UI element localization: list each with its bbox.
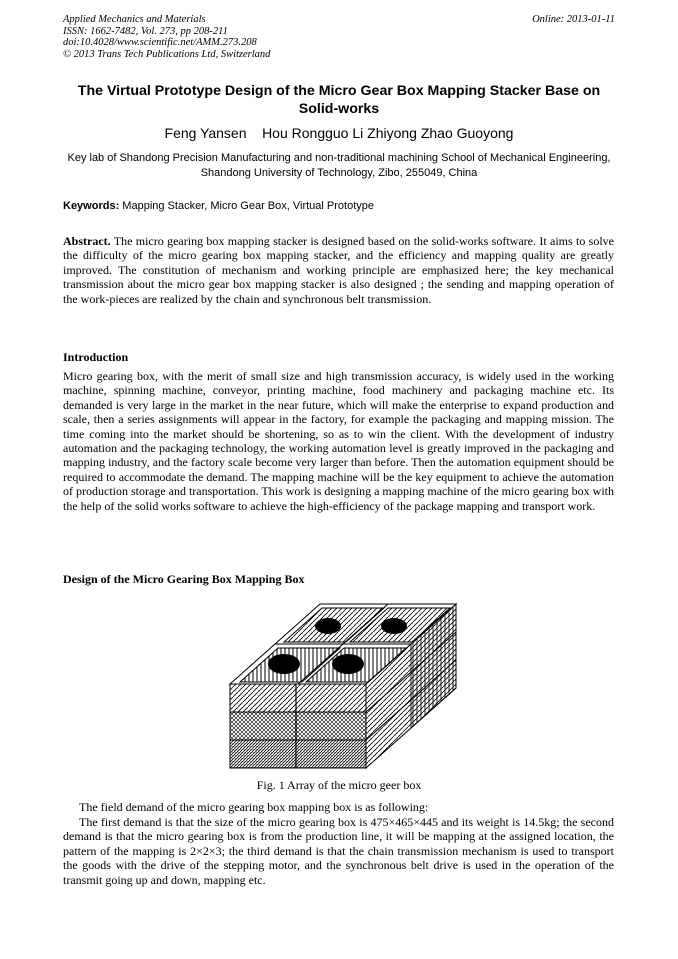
keywords [63,199,615,214]
design-paragraph-2: The first demand is that the size of the micro gearing box is 475×465×445 and its weight is 14.5kg; the second demand is that the micro gearing box is from the production line, it will be mapping at the assigned location, the pattern of the mapping is 2×2×3; the third demand is that the chain transmission mechanism is used to transport the goods with the drive of the stepping motor, and the synchronous belt drive is used in the operation of the transmit going up and down, mapping etc. [63,815,614,887]
box-marker [381,618,407,634]
issn-line: ISSN: 1662-7482, Vol. 273, pp 208-211 [63,25,228,37]
affiliation: Key lab of Shandong Precision Manufacturing and non-traditional machining School of Mechanical Engineering, Shandong University of Technology, Zibo, 255049, China [67,152,611,179]
front-row-middle [230,712,366,740]
design-heading: Design of the Micro Gearing Box Mapping Box [63,572,305,586]
front-row-bottom [230,740,366,768]
box-marker [332,654,364,674]
abstract [63,234,614,306]
introduction-text: Micro gearing box, with the merit of small size and high transmission accuracy, is widely used in the working machine, spinning machine, conveyor, printing machine, food machinery and packaging machine etc. Its demanded is very large in the market in the near future, which will make the enterprise to expand production and scale, then a series assignments will appear in the factory, for example the packaging and mapping mission. The time coming into the market should be shortening, so as to win the client. With the development of industry automation and the packaging technology, the working automation level is greatly improved in the packaging and mapping industry, and the factory scale become very larger than before. Then the automation equipment should be required to accommodate the demand. The mapping machine will be the key equipment to achieve the automation of production storage and transportation. This work is designing a mapping machine of the micro gearing box with the help of the solid works software to achieve the high-efficiency of the package mapping and transport work. [63,369,614,513]
author-list: Feng Yansen Hou Rongguo Li Zhiyong Zhao Guoyong [164,125,514,141]
abstract-text: The micro gearing box mapping stacker is designed based on the solid-works software. It aims to solve the difficulty of the micro gearing box mapping stacker, and the efficiency and mapping quality are greatly improved. The constitution of mechanism and working principle are emphasized here; the key mechanical transmission about the micro gear box mapping stacker is also designed ; the sending and mapping operation of the work-pieces are realized by the chain and synchronous belt transmission. [63,234,614,306]
front-row-top [230,684,366,712]
keywords-label: Keywords: [63,200,120,212]
keywords-text: Mapping Stacker, Micro Gear Box, Virtual Prototype [119,200,374,212]
design-paragraph-1: The field demand of the micro gearing box mapping box is as following: [79,800,429,814]
copyright-line: © 2013 Trans Tech Publications Ltd, Switzerland [63,48,271,60]
online-date: Online: 2013-01-11 [532,14,615,25]
box-marker [268,654,300,674]
abstract-label: Abstract. [63,234,111,248]
journal-name: Applied Mechanics and Materials [63,14,206,25]
gear-box-array-figure [228,602,458,772]
doi-line: doi:10.4028/www.scientific.net/AMM.273.208 [63,37,257,49]
introduction-heading: Introduction [63,350,129,364]
gear-box-array-drawing [228,602,458,772]
journal-header [63,14,270,60]
box-marker [315,618,341,634]
figure-caption: Fig. 1 Array of the micro geer box [256,778,422,792]
paper-title: The Virtual Prototype Design of the Micro Gear Box Mapping Stacker Base on Solid-works [77,83,601,117]
